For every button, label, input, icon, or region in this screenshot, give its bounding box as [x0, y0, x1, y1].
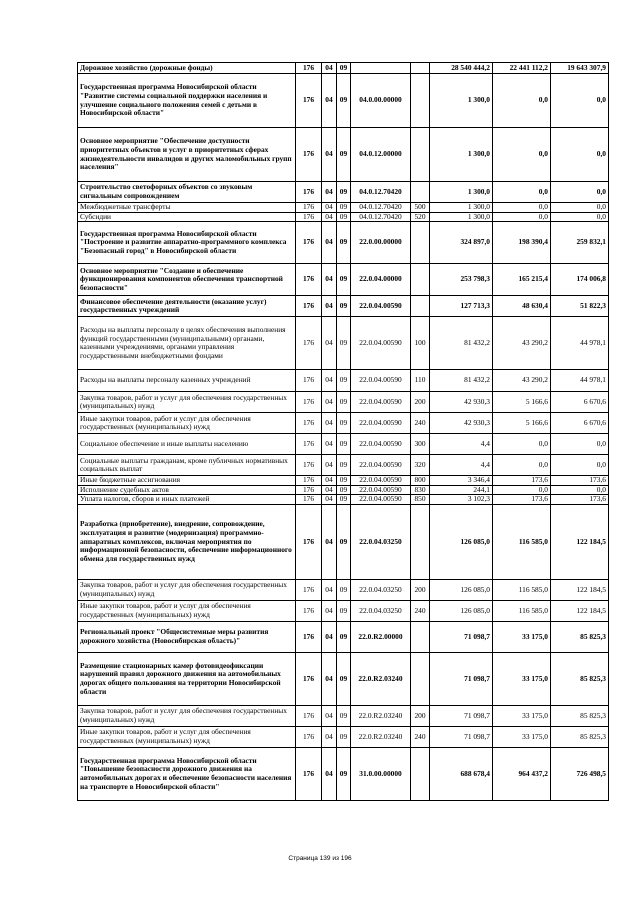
row-expense-type: 500 [411, 203, 430, 213]
table-row [78, 128, 609, 182]
row-name: Расходы на выплаты персоналу в целях обеспечения выполнения функций государственными (муниципальными) органами, казенными учреждениями, органами управления государственными внебюджетными фондами [78, 317, 296, 370]
row-name: Закупка товаров, работ и услуг для обеспечения государственных (муниципальных) нужд [78, 392, 296, 413]
table-row [78, 495, 609, 505]
row-target-article: 31.0.00.00000 [351, 747, 411, 800]
row-target-article: 04.0.12.70420 [351, 203, 411, 213]
row-value-year2: 33 175,0 [493, 726, 551, 747]
row-target-article [351, 63, 411, 74]
row-target-article: 22.0.04.00590 [351, 296, 411, 317]
row-value-year3: 726 498,5 [551, 747, 609, 800]
row-value-year2: 116 585,0 [493, 600, 551, 621]
row-section-code: 04 [322, 74, 337, 128]
row-value-year1: 1 300,0 [430, 203, 493, 213]
row-value-year3: 0,0 [551, 203, 609, 213]
row-section-code: 04 [322, 392, 337, 413]
row-section-code: 04 [322, 182, 337, 203]
row-target-article: 04.0.12.70420 [351, 182, 411, 203]
row-expense-type: 110 [411, 370, 430, 392]
row-section-code: 04 [322, 504, 337, 579]
row-subsection-code: 09 [337, 128, 351, 182]
row-subsection-code: 09 [337, 317, 351, 370]
row-value-year2: 165 215,4 [493, 264, 551, 296]
row-target-article: 22.0.04.00590 [351, 413, 411, 434]
table-row [78, 705, 609, 726]
row-name: Государственная программа Новосибирской области "Повышение безопасности дорожного движения на автомобильных дорогах и обеспечение безопасности населения на транспорте в Новосибирской области" [78, 747, 296, 800]
row-value-year3: 174 006,8 [551, 264, 609, 296]
row-subsection-code: 09 [337, 434, 351, 455]
row-value-year3: 44 978,1 [551, 370, 609, 392]
row-name: Исполнение судебных актов [78, 485, 296, 495]
row-value-year2: 0,0 [493, 182, 551, 203]
row-gr-code: 176 [296, 600, 322, 621]
table-row [78, 317, 609, 370]
row-section-code: 04 [322, 705, 337, 726]
row-expense-type: 800 [411, 476, 430, 486]
row-name: Уплата налогов, сборов и иных платежей [78, 495, 296, 505]
row-target-article: 22.0.04.03250 [351, 579, 411, 600]
row-subsection-code: 09 [337, 652, 351, 705]
row-expense-type [411, 182, 430, 203]
row-subsection-code: 09 [337, 495, 351, 505]
row-expense-type: 240 [411, 726, 430, 747]
row-section-code: 04 [322, 317, 337, 370]
row-subsection-code: 09 [337, 392, 351, 413]
row-value-year2: 0,0 [493, 485, 551, 495]
row-value-year2: 5 166,6 [493, 392, 551, 413]
row-section-code: 04 [322, 621, 337, 652]
row-name: Региональный проект "Общесистемные меры развития дорожного хозяйства (Новосибирская область)" [78, 621, 296, 652]
row-expense-type [411, 747, 430, 800]
row-name: Иные закупки товаров, работ и услуг для обеспечения государственных (муниципальных) нужд [78, 600, 296, 621]
row-name: Государственная программа Новосибирской области "Развитие системы социальной поддержки населения и улучшение социального положения семей с детьми в Новосибирской области" [78, 74, 296, 128]
table-row [78, 476, 609, 486]
row-expense-type [411, 652, 430, 705]
row-section-code: 04 [322, 476, 337, 486]
row-subsection-code: 09 [337, 705, 351, 726]
row-target-article: 22.0.R2.00000 [351, 621, 411, 652]
table-row [78, 212, 609, 222]
row-expense-type: 240 [411, 600, 430, 621]
row-value-year1: 244,1 [430, 485, 493, 495]
row-gr-code: 176 [296, 726, 322, 747]
table-row [78, 63, 609, 74]
row-gr-code: 176 [296, 317, 322, 370]
row-value-year2: 173,6 [493, 476, 551, 486]
row-value-year2: 116 585,0 [493, 579, 551, 600]
row-value-year2: 173,6 [493, 495, 551, 505]
row-name: Социальное обеспечение и иные выплаты населению [78, 434, 296, 455]
row-gr-code: 176 [296, 476, 322, 486]
row-value-year3: 0,0 [551, 212, 609, 222]
row-value-year1: 81 432,2 [430, 370, 493, 392]
row-section-code: 04 [322, 726, 337, 747]
row-subsection-code: 09 [337, 203, 351, 213]
row-gr-code: 176 [296, 63, 322, 74]
row-expense-type [411, 128, 430, 182]
row-value-year3: 51 822,3 [551, 296, 609, 317]
row-value-year2: 0,0 [493, 212, 551, 222]
row-subsection-code: 09 [337, 296, 351, 317]
row-section-code: 04 [322, 652, 337, 705]
budget-rows [78, 63, 609, 801]
row-value-year2: 0,0 [493, 203, 551, 213]
row-target-article: 22.0.04.03250 [351, 504, 411, 579]
row-expense-type: 520 [411, 212, 430, 222]
row-target-article: 04.0.00.00000 [351, 74, 411, 128]
row-section-code: 04 [322, 495, 337, 505]
table-row [78, 621, 609, 652]
row-target-article: 22.0.04.00590 [351, 495, 411, 505]
row-target-article: 22.0.R2.03240 [351, 652, 411, 705]
row-gr-code: 176 [296, 747, 322, 800]
table-row [78, 600, 609, 621]
row-expense-type [411, 264, 430, 296]
row-value-year3: 122 184,5 [551, 600, 609, 621]
row-value-year3: 85 825,3 [551, 621, 609, 652]
table-row [78, 504, 609, 579]
row-gr-code: 176 [296, 485, 322, 495]
row-value-year1: 1 300,0 [430, 74, 493, 128]
row-value-year3: 259 832,1 [551, 222, 609, 264]
row-value-year3: 85 825,3 [551, 652, 609, 705]
row-value-year3: 85 825,3 [551, 726, 609, 747]
row-target-article: 22.0.04.00590 [351, 317, 411, 370]
row-value-year1: 4,4 [430, 434, 493, 455]
row-name: Иные закупки товаров, работ и услуг для обеспечения государственных (муниципальных) нужд [78, 413, 296, 434]
table-row [78, 726, 609, 747]
row-gr-code: 176 [296, 504, 322, 579]
row-section-code: 04 [322, 203, 337, 213]
row-value-year1: 253 798,3 [430, 264, 493, 296]
row-name: Субсидии [78, 212, 296, 222]
row-value-year3: 0,0 [551, 182, 609, 203]
row-subsection-code: 09 [337, 455, 351, 476]
row-target-article: 22.0.04.00000 [351, 264, 411, 296]
row-name: Основное мероприятие "Создание и обеспечение функционирования компонентов обеспечения транспортной безопасности" [78, 264, 296, 296]
row-expense-type [411, 504, 430, 579]
row-section-code: 04 [322, 413, 337, 434]
row-value-year2: 33 175,0 [493, 621, 551, 652]
row-name: Иные закупки товаров, работ и услуг для обеспечения государственных (муниципальных) нужд [78, 726, 296, 747]
table-row [78, 264, 609, 296]
row-gr-code: 176 [296, 652, 322, 705]
row-value-year2: 0,0 [493, 455, 551, 476]
row-target-article: 22.0.04.00590 [351, 370, 411, 392]
row-subsection-code: 09 [337, 504, 351, 579]
row-name: Закупка товаров, работ и услуг для обеспечения государственных (муниципальных) нужд [78, 705, 296, 726]
row-value-year1: 81 432,2 [430, 317, 493, 370]
row-subsection-code: 09 [337, 600, 351, 621]
row-expense-type: 200 [411, 705, 430, 726]
row-value-year2: 0,0 [493, 434, 551, 455]
row-section-code: 04 [322, 296, 337, 317]
row-expense-type: 200 [411, 579, 430, 600]
table-row [78, 392, 609, 413]
row-expense-type [411, 621, 430, 652]
row-subsection-code: 09 [337, 476, 351, 486]
row-name: Расходы на выплаты персоналу казенных учреждений [78, 370, 296, 392]
row-value-year1: 126 085,0 [430, 579, 493, 600]
row-subsection-code: 09 [337, 222, 351, 264]
table-row [78, 455, 609, 476]
row-value-year1: 688 678,4 [430, 747, 493, 800]
row-value-year1: 71 098,7 [430, 726, 493, 747]
row-gr-code: 176 [296, 74, 322, 128]
table-row [78, 296, 609, 317]
row-gr-code: 176 [296, 392, 322, 413]
row-name: Размещение стационарных камер фотовидеофиксации нарушений правил дорожного движения на автомобильных дорогах общего пользования на территории Новосибирской области [78, 652, 296, 705]
row-name: Основное мероприятие "Обеспечение доступности приоритетных объектов и услуг в приоритетных сферах жизнедеятельности инвалидов и других маломобильных групп населения" [78, 128, 296, 182]
row-value-year3: 0,0 [551, 128, 609, 182]
row-value-year3: 44 978,1 [551, 317, 609, 370]
row-name: Иные бюджетные ассигнования [78, 476, 296, 486]
row-section-code: 04 [322, 222, 337, 264]
row-value-year1: 42 930,3 [430, 392, 493, 413]
row-expense-type: 830 [411, 485, 430, 495]
row-value-year1: 42 930,3 [430, 413, 493, 434]
row-value-year3: 6 670,6 [551, 392, 609, 413]
row-value-year2: 33 175,0 [493, 652, 551, 705]
row-section-code: 04 [322, 370, 337, 392]
row-value-year1: 3 102,3 [430, 495, 493, 505]
row-gr-code: 176 [296, 296, 322, 317]
row-section-code: 04 [322, 212, 337, 222]
row-value-year2: 0,0 [493, 128, 551, 182]
row-expense-type [411, 74, 430, 128]
row-value-year2: 22 441 112,2 [493, 63, 551, 74]
row-subsection-code: 09 [337, 747, 351, 800]
row-subsection-code: 09 [337, 74, 351, 128]
row-subsection-code: 09 [337, 726, 351, 747]
row-section-code: 04 [322, 455, 337, 476]
row-name: Финансовое обеспечение деятельности (оказание услуг) государственных учреждений [78, 296, 296, 317]
row-value-year3: 6 670,6 [551, 413, 609, 434]
row-gr-code: 176 [296, 413, 322, 434]
row-value-year1: 126 085,0 [430, 504, 493, 579]
table-row [78, 434, 609, 455]
row-value-year3: 173,6 [551, 495, 609, 505]
row-value-year2: 43 290,2 [493, 317, 551, 370]
row-target-article: 22.0.04.00590 [351, 455, 411, 476]
row-gr-code: 176 [296, 705, 322, 726]
page-footer: Страница 139 из 196 [288, 855, 352, 862]
row-subsection-code: 09 [337, 621, 351, 652]
row-value-year2: 43 290,2 [493, 370, 551, 392]
row-subsection-code: 09 [337, 212, 351, 222]
row-target-article: 22.0.04.00590 [351, 434, 411, 455]
row-value-year3: 0,0 [551, 434, 609, 455]
row-name: Разработка (приобретение), внедрение, сопровождение, эксплуатация и развитие (модернизация) программно-аппаратных комплексов, включая мероприятия по информационной безопасности, обеспечение информационного обмена для государственных нужд [78, 504, 296, 579]
row-value-year1: 1 300,0 [430, 128, 493, 182]
row-section-code: 04 [322, 128, 337, 182]
row-value-year1: 71 098,7 [430, 621, 493, 652]
row-value-year1: 1 300,0 [430, 182, 493, 203]
row-subsection-code: 09 [337, 579, 351, 600]
table-row [78, 370, 609, 392]
row-target-article: 22.0.04.03250 [351, 600, 411, 621]
row-value-year1: 4,4 [430, 455, 493, 476]
row-value-year1: 71 098,7 [430, 652, 493, 705]
row-gr-code: 176 [296, 182, 322, 203]
row-value-year1: 324 897,0 [430, 222, 493, 264]
row-gr-code: 176 [296, 434, 322, 455]
row-expense-type: 100 [411, 317, 430, 370]
row-name: Государственная программа Новосибирской области "Построение и развитие аппаратно-программного комплекса "Безопасный город" в Новосибирской области [78, 222, 296, 264]
table-row [78, 74, 609, 128]
row-name: Социальные выплаты гражданам, кроме публичных нормативных социальных выплат [78, 455, 296, 476]
row-value-year2: 964 437,2 [493, 747, 551, 800]
row-gr-code: 176 [296, 264, 322, 296]
row-section-code: 04 [322, 434, 337, 455]
row-subsection-code: 09 [337, 485, 351, 495]
row-value-year1: 3 346,4 [430, 476, 493, 486]
row-value-year1: 127 713,3 [430, 296, 493, 317]
row-value-year3: 0,0 [551, 455, 609, 476]
row-subsection-code: 09 [337, 63, 351, 74]
row-target-article: 04.0.12.00000 [351, 128, 411, 182]
row-expense-type: 320 [411, 455, 430, 476]
row-subsection-code: 09 [337, 264, 351, 296]
row-value-year2: 0,0 [493, 74, 551, 128]
row-gr-code: 176 [296, 579, 322, 600]
row-value-year1: 126 085,0 [430, 600, 493, 621]
row-value-year3: 0,0 [551, 485, 609, 495]
row-name: Строительство светофорных объектов со звуковым сигнальным сопровождением [78, 182, 296, 203]
row-value-year3: 122 184,5 [551, 579, 609, 600]
row-gr-code: 176 [296, 212, 322, 222]
row-name: Закупка товаров, работ и услуг для обеспечения государственных (муниципальных) нужд [78, 579, 296, 600]
table-row [78, 413, 609, 434]
row-expense-type [411, 296, 430, 317]
row-target-article: 22.0.04.00590 [351, 476, 411, 486]
row-value-year2: 48 630,4 [493, 296, 551, 317]
row-value-year3: 85 825,3 [551, 705, 609, 726]
table-row [78, 652, 609, 705]
budget-sheet [77, 62, 608, 801]
row-section-code: 04 [322, 579, 337, 600]
row-subsection-code: 09 [337, 182, 351, 203]
row-section-code: 04 [322, 264, 337, 296]
row-expense-type: 200 [411, 392, 430, 413]
table-row [78, 222, 609, 264]
row-subsection-code: 09 [337, 413, 351, 434]
row-target-article: 04.0.12.70420 [351, 212, 411, 222]
row-section-code: 04 [322, 600, 337, 621]
row-gr-code: 176 [296, 203, 322, 213]
row-value-year1: 1 300,0 [430, 212, 493, 222]
row-value-year2: 5 166,6 [493, 413, 551, 434]
row-gr-code: 176 [296, 495, 322, 505]
table-row [78, 747, 609, 800]
row-value-year3: 19 643 307,9 [551, 63, 609, 74]
table-row [78, 182, 609, 203]
row-section-code: 04 [322, 63, 337, 74]
row-value-year3: 173,6 [551, 476, 609, 486]
row-name: Дорожное хозяйство (дорожные фонды) [78, 63, 296, 74]
row-expense-type [411, 63, 430, 74]
row-value-year1: 28 540 444,2 [430, 63, 493, 74]
row-section-code: 04 [322, 485, 337, 495]
row-value-year1: 71 098,7 [430, 705, 493, 726]
row-expense-type: 240 [411, 413, 430, 434]
budget-table [77, 62, 609, 801]
row-target-article: 22.0.00.00000 [351, 222, 411, 264]
row-gr-code: 176 [296, 128, 322, 182]
row-section-code: 04 [322, 747, 337, 800]
row-target-article: 22.0.04.00590 [351, 485, 411, 495]
row-value-year2: 198 390,4 [493, 222, 551, 264]
row-value-year3: 0,0 [551, 74, 609, 128]
table-row [78, 203, 609, 213]
row-subsection-code: 09 [337, 370, 351, 392]
row-value-year3: 122 184,5 [551, 504, 609, 579]
row-gr-code: 176 [296, 370, 322, 392]
row-name: Межбюджетные трансферты [78, 203, 296, 213]
row-value-year2: 116 585,0 [493, 504, 551, 579]
row-gr-code: 176 [296, 222, 322, 264]
row-target-article: 22.0.R2.03240 [351, 726, 411, 747]
row-target-article: 22.0.R2.03240 [351, 705, 411, 726]
row-gr-code: 176 [296, 455, 322, 476]
table-row [78, 485, 609, 495]
row-value-year2: 33 175,0 [493, 705, 551, 726]
table-row [78, 579, 609, 600]
row-expense-type: 300 [411, 434, 430, 455]
row-expense-type [411, 222, 430, 264]
row-expense-type: 850 [411, 495, 430, 505]
row-target-article: 22.0.04.00590 [351, 392, 411, 413]
row-gr-code: 176 [296, 621, 322, 652]
